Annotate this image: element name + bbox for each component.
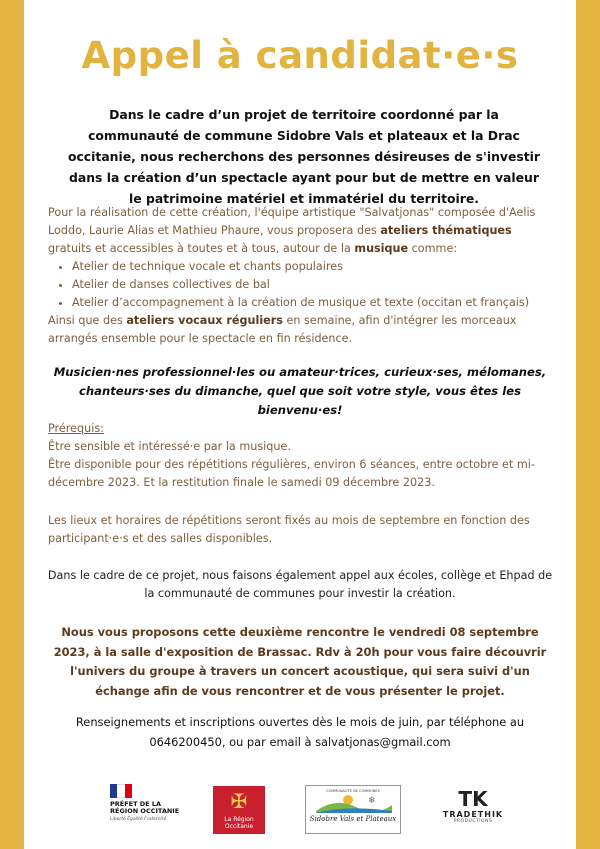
prerequisites-heading: Prérequis: [48, 422, 104, 435]
tradethik-sub: PRODUCTIONS [453, 819, 493, 824]
sidobre-name: Sidobre Vals et Plateaux [309, 815, 397, 823]
landscape-icon [306, 793, 400, 813]
poster-page [24, 0, 576, 849]
tradethik-logo [438, 788, 508, 838]
prerequisite-line: Être sensible et intéressé·e par la musique. [48, 440, 291, 453]
workshop-list [48, 258, 554, 312]
page-title: Appel à candidat·e·s [81, 34, 519, 77]
tk-monogram-icon: TK [458, 787, 488, 811]
workshops-text-2: gratuits et accessibles à toutes et à tous, autour de la [48, 242, 355, 255]
french-flag-icon [110, 784, 132, 798]
workshops-text-4: Ainsi que des [48, 314, 127, 327]
occitan-cross-icon: ✠ [230, 789, 248, 813]
prerequisites-section [48, 420, 554, 492]
meeting-paragraph: Nous vous proposons cette deuxième rencontre le vendredi 08 septembre 2023, à la salle d'exposition de Brassac. Rdv à 20h pour vous faire découvrir l'univers du groupe à travers un concert acoustique, qui sera suivi d'un échange afin de vous rencontrer et de vous présenter le projet. [53, 625, 547, 698]
sidobre-logo [305, 785, 401, 834]
tradethik-name: TRADETHIK [442, 810, 504, 819]
partner-logos [24, 770, 576, 840]
prerequisite-line: Être disponible pour des répétitions régulières, environ 6 séances, entre octobre et mi-décembre 2023. Et la restitution finale le samedi 09 décembre 2023. [48, 458, 535, 489]
list-item: • Atelier d’accompagnement à la création de musique et texte (occitan et français) [72, 294, 554, 312]
svg-text:❄: ❄ [368, 796, 376, 806]
workshops-text-5: en semaine, afin d'intégrer les morceaux arrangés ensemble pour le spectacle en fin résidence. [48, 314, 517, 345]
workshops-paragraph [48, 204, 554, 348]
schools-paragraph: Dans le cadre de ce projet, nous faisons également appel aux écoles, collège et Ehpad de la communauté de communes pour investir la création. [47, 569, 553, 600]
intro-paragraph: Dans le cadre d’un projet de territoire coordonné par la communauté de commune Sidobre Vals et plateaux et la Drac occitanie, nous recherchons des personnes désireuses de s'investir dans la création d’un spectacle ayant pour but de mettre en valeur le patrimoine matériel et immatériel du territoire. [67, 107, 541, 206]
list-item: • Atelier de danses collectives de bal [72, 276, 554, 294]
prefet-logo [110, 784, 190, 840]
venues-paragraph: Les lieux et horaires de répétitions seront fixés au mois de septembre en fonction des participant·e·s et des salles disponibles. [48, 514, 530, 545]
workshops-bold-2: musique [354, 242, 409, 255]
workshops-bold-3: ateliers vocaux réguliers [126, 314, 283, 327]
contact-paragraph: Renseignements et inscriptions ouvertes dès le mois de juin, par téléphone au 0646200450, ou par email à salvatjonas@gmail.com [75, 715, 525, 749]
workshops-text-1: Pour la réalisation de cette création, l'équipe artistique "Salvatjonas" composée d'Aelis Loddo, Laurie Alias et Mathieu Phaure, vous proposera des [48, 206, 536, 237]
workshops-bold-1: ateliers thématiques [380, 224, 512, 237]
prefet-motto: Liberté Égalité Fraternité [110, 817, 167, 822]
list-item: • Atelier de technique vocale et chants populaires [72, 258, 554, 276]
region-occitanie-logo [213, 786, 265, 834]
region-label: La Région Occitanie [224, 816, 254, 830]
sidobre-cc-label: COMMUNAUTÉ DE COMMUNES [326, 789, 380, 793]
workshops-text-3: comme: [408, 242, 458, 255]
prefet-label: PRÉFET DE LA RÉGION OCCITANIE [110, 800, 180, 815]
musicians-callout: Musicien·nes professionnel·les ou amateur·trices, curieux·ses, mélomanes, chanteurs·ses du dimanche, quel que soit votre style, vous êtes les bienvenu·es! [53, 365, 547, 417]
